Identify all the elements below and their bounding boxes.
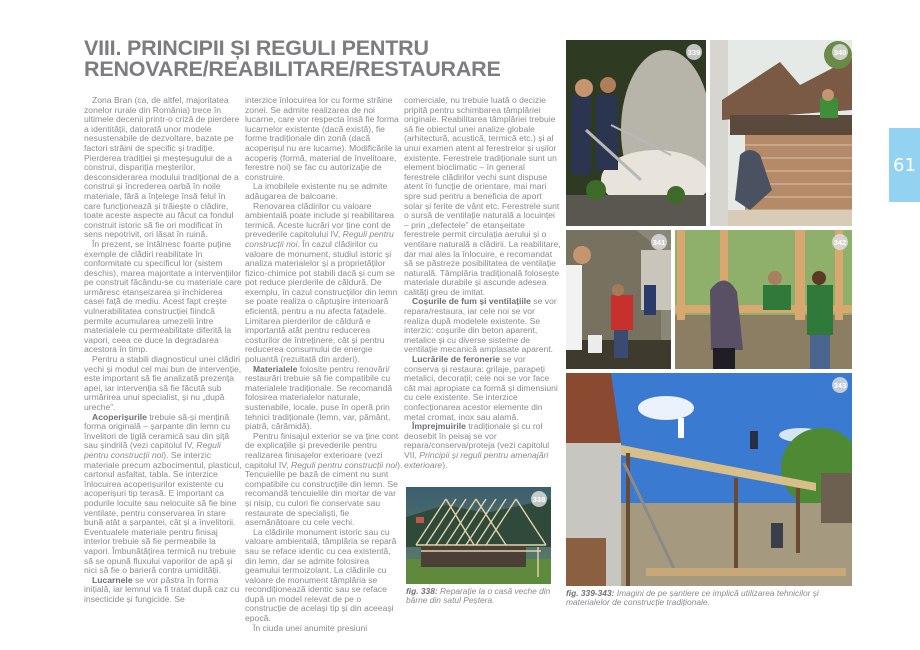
- paragraph-finishes: Pentru finisajul exterior se va ține cont de explicațiile și prevederile pentru realizarea finisajelor exterioare (vezi capitolul IV, Reguli pentru construcții noi). Tencuielile pe bază de ciment nu sunt compatibile cu construcțiile din lemn. Se recomandă tencuielile din mortar de var și nisip, cu culori fie conservate sau restaurate de specialiști, fie asemănătoare cu cele vechi.: [245, 430, 403, 528]
- paragraph-dormers: Lucarnele se vor păstra în forma inițială, iar lemnul va fi tratat după caz cu insecticide și fungicide. Se: [84, 574, 240, 604]
- paragraph: Pentru a stabili diagnosticul unei clădiri vechi și modul cel mai bun de intervenție, este important să fie analizată prezența apei, iar intervenția să fie făcută sub urmărirea unui specialist, și nu „după ureche”.: [84, 354, 242, 412]
- paragraph-chimneys: Coșurile de fum și ventilațiile se vor repara/restaura, iar cele noi se vor realiza după modelele existente. Se interzic: coșurile din beton aparent, metalice și cu diverse sisteme de ventilație mecanică amplasate aparent.: [404, 296, 557, 355]
- term-chimneys: Coșurile de fum și ventilațiile: [412, 296, 531, 307]
- term-fences: Împrejmuirile: [412, 421, 466, 432]
- figure-badge-342: 342: [832, 234, 848, 250]
- title-line-2: RENOVARE/REABILITARE/RESTAURARE: [84, 57, 501, 81]
- window-frame-illustration: [675, 230, 852, 369]
- paragraph: La clădirile monument istoric sau cu valoare ambientală, tâmplăria se repară sau se reface identic cu cea existentă, din lemn, dar se admite folosirea geamului termoizolant. La clădirile cu valoare de monument tâmplăria se recondiționează identic sau se reface după un model relevat de pe o construcție de același tip și din aceeași epocă.: [245, 526, 397, 624]
- text-column-1: [84, 96, 242, 604]
- roof-frame-illustration: [406, 487, 551, 584]
- paragraph: La imobilele existente nu se admite adăugarea de balcoane.: [245, 181, 388, 201]
- reference-chapter-vii: Principii și reguli pentru amenajări exterioare: [404, 449, 549, 470]
- term-ironwork: Lucrările de feronerie: [412, 354, 500, 365]
- paragraph: În ciuda unei anumite presiuni: [253, 622, 368, 633]
- photo-339-lime-slaking: [566, 40, 706, 226]
- paragraph-ironwork: Lucrările de feronerie se vor conserva și restaura: grilaje, parapeți metalici, decorații; cele noi se vor face cât mai apropiate ca formă și dimensiuni cu cele existente. Se interzice confecționarea acestor elemente din metal cromat, inox sau alamă.: [404, 354, 558, 422]
- term-dormers: Lucarnele: [92, 574, 133, 585]
- title-line-1: VIII. PRINCIPII ȘI REGULI PENTRU: [84, 36, 429, 60]
- figure-caption-338: fig. 338: Reparație la o casă veche din bârne din satul Peștera.: [406, 586, 551, 606]
- paragraph: comerciale, nu trebuie luată o decizie pripită pentru schimbarea tâmplăriei originale. Reabilitarea tâmplăriei trebuie să fie obiectul unei analize globale (arhitectură, acustică, termică etc.) și al unui examen atent al ferestrelor și ușilor existente. Ferestrele tradiționale sunt un element bioclimatic – în general ferestrele clădirilor vechi sunt dispuse atent în funcție de orientare, mai mari spre sud pentru a beneficia de aport solar și ferite de vânt etc. Ferestrele sunt o sursă de ventilație naturală a locuinței – prin „defectele” de etanșeitate ferestrele permit circulația aerului și o ventilare naturală a clădirii. La reabilitare, dar mai ales la înlocuire, e recomandat să se păstreze posibilitatea de ventilație naturală. Tâmplăria tradițională folosește materiale durabile și ascunde adesea calități greu de imitat.: [404, 95, 561, 297]
- figure-caption-339-343: fig. 339-343: Imagini de pe șantiere ce implică utilizarea tehnicilor și materialelor de construcție tradiționale.: [566, 588, 819, 608]
- figure-badge-338: 338: [531, 491, 547, 507]
- figure-label-338: fig. 338:: [406, 586, 438, 596]
- term-materials: Materialele: [253, 363, 298, 374]
- lime-slaking-illustration: [566, 40, 706, 226]
- paragraph: interzice înlocuirea lor cu forme străine zonei. Se admite realizarea de noi lucarne, care vor respecta însă fie forma lucarnelor existente (dacă există), fie forme tradiționale din zonă (dacă acoperișul nu are lucarne). Modificările la acoperiș (formă, material de învelitoare, ferestre noi) se fac cu autorizație de construire.: [245, 95, 402, 182]
- paragraph: În prezent, se întâlnesc foarte puține exemple de clădiri reabilitate în conformitate cu specificul lor (sistem deschis), marea majoritate a intervențiilor pe construit făcându-se cu materiale care urmăresc etanșeizarea și închiderea casei față de mediu. Acest fapt crește vulnerabilitatea construcției fiindcă permite acumularea umezelii între materialele cu permeabilitate diferită la vapori, ceea ce duce la degradarea acestora în timp.: [84, 238, 242, 355]
- figure-label-339-343: fig. 339-343:: [566, 588, 615, 598]
- text-column-2: [245, 96, 403, 633]
- paragraph-renovation: Renovarea clădirilor cu valoare ambientală poate include și reabilitarea termică. Aceste lucrări vor ține cont de prevederile capitolului IV, Reguli pentru construcții noi. În cazul clădirilor cu valoare de monument, studiul istoric și analiza materialelor și a proprietăților fizico-chimice pot stabili dacă și cum se pot reduce pierderile de căldură. De exemplu, în cazul construcțiilor din lemn se poate realiza o căptușire interioară eficientă, pentru a nu afecta fațadele. Limitarea pierderilor de căldură e importantă atât pentru reducerea costurilor de întreținere, cât și pentru reducerea consumului de energie poluantă (rezultată din arderi).: [245, 200, 398, 365]
- photo-341-stone-wall: [566, 230, 671, 369]
- page-number: 61: [893, 154, 916, 176]
- reference-chapter-iv: Reguli pentru construcții noi: [84, 440, 221, 460]
- stone-wall-illustration: [566, 230, 671, 369]
- term-roofs: Acoperișurile: [92, 411, 147, 422]
- paragraph-materials: Materialele folosite pentru renovări/ restaurări trebuie să fie compatibile cu materialele tradiționale. Se recomandă folosirea materialelor naturale, sustenabile, locale, puse în operă prin tehnici tradiționale (lemn, var, pământ, piatră, cărămidă).: [245, 363, 393, 432]
- photo-340-brick-wall: [710, 40, 852, 226]
- page-number-tab: [889, 128, 920, 202]
- brick-wall-illustration: [710, 40, 852, 226]
- figure-badge-343: 343: [832, 377, 848, 393]
- text-column-3: [404, 96, 562, 470]
- roof-construction-illustration: [566, 373, 852, 586]
- photo-342-window-frame: [675, 230, 852, 369]
- paragraph-fences: Împrejmuirile tradiționale și cu rol deosebit în peisaj se vor repara/conserva/proteja (vezi capitolul VII, Principii și reguli pentru amenajări exterioare).: [404, 421, 550, 470]
- figure-badge-341: 341: [651, 234, 667, 250]
- reference-chapter-iv: Reguli pentru construcții noi: [245, 229, 394, 249]
- photo-343-roof-construction: [566, 373, 852, 586]
- figure-badge-339: 339: [686, 44, 702, 60]
- paragraph-roofs: Acoperișurile trebuie să-și mențină forma originală – șarpante din lemn cu învelitori de țiglă ceramică sau din șiță sau șindrilă (vezi capitolul IV, Reguli pentru construcții noi). Se interzic materiale precum azbocimentul, plasticul, cartonul asfaltat, tabla. Se interzice înlocuirea acoperișurilor existente cu acoperișuri tip terasă. E important ca podurile locuite sau nelocuite să fie bine ventilate, pentru conservarea în stare bună atât a șarpantei, cât și a învelitorii. Eventualele materiale pentru finisaj interior trebuie să fie permeabile la vapori. Îmbunătățirea termică nu trebuie să se opună fluxului vaporilor de apă și nici să fie o barieră contra umidității.: [84, 411, 242, 576]
- page-title: [84, 38, 564, 80]
- reference-chapter-iv: Reguli pentru construcții noi: [291, 459, 398, 470]
- paragraph: Zona Bran (ca, de altfel, majoritatea zonelor rurale din România) trece în ultimele decenii printr-o criză de pierdere a identității, datorată unor modele nesustenabile de dezvoltare, bazate pe factori străini de specific și tradiție. Pierderea tradiției și meșteșugului de a construi, dispariția meșterilor, desconsiderarea modului tradițional de a construi și încrederea oarbă în noile materiale, fără a înțelege însă felul în care funcționează și trăiește o clădire, toate aceste aspecte au făcut ca fondul construit istoric să fie ori modificat în sens nepotrivit, ori lăsat în ruină.: [84, 95, 240, 240]
- figure-badge-340: 340: [832, 44, 848, 60]
- photo-338-roof-frame: [406, 487, 551, 584]
